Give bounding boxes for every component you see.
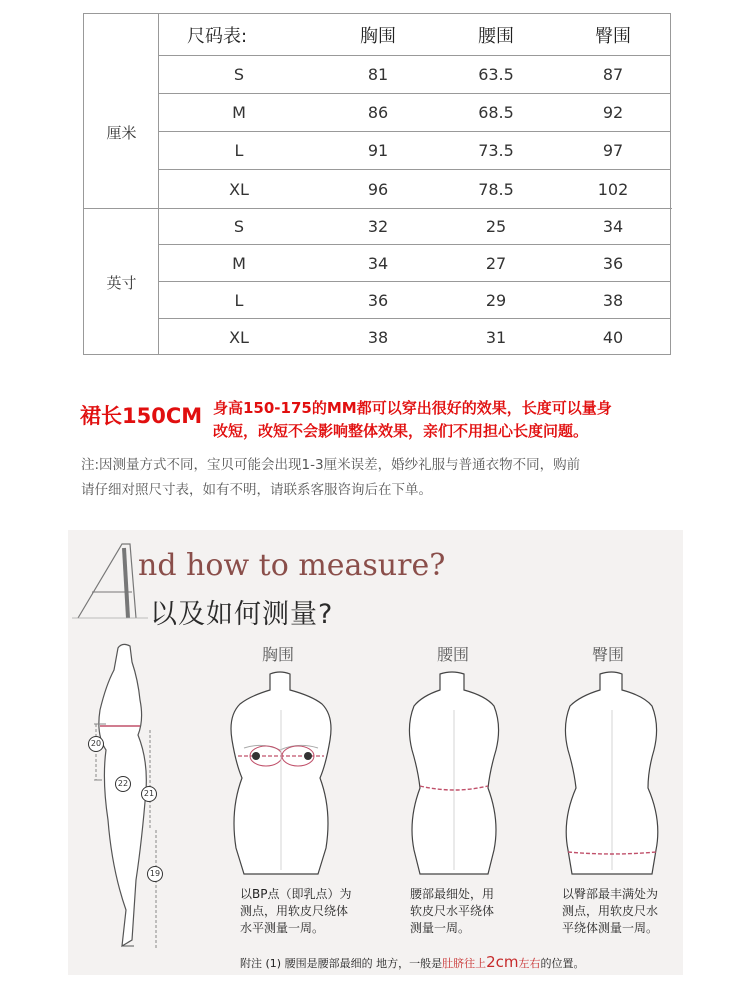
marker-22: 22 xyxy=(115,776,131,792)
size-cell: L xyxy=(234,141,244,160)
footnote-highlight: 左右 xyxy=(518,957,541,970)
table-header-row xyxy=(159,14,671,56)
hip-cell: 92 xyxy=(602,103,624,122)
caption-line: 测点，用软皮尺水 xyxy=(562,904,659,918)
mannequin-hip-illustration xyxy=(556,670,668,880)
size-table xyxy=(83,13,671,355)
table-row xyxy=(159,208,671,245)
table-row xyxy=(159,170,671,208)
label-bust: 胸围 xyxy=(262,645,295,664)
waist-cell: 31 xyxy=(485,328,507,347)
note-line: 请仔细对照尺寸表，如有不明，请联系客服咨询后在下单。 xyxy=(81,482,432,498)
waist-cell: 73.5 xyxy=(478,141,514,160)
measure-title-en: nd how to measure? xyxy=(138,548,446,583)
hip-cell: 34 xyxy=(602,216,624,236)
bust-cell: 96 xyxy=(367,179,389,199)
mannequin-waist-illustration xyxy=(400,670,508,880)
side-figure-illustration xyxy=(82,640,172,955)
waist-cell: 25 xyxy=(485,216,507,236)
waist-cell: 78.5 xyxy=(478,179,514,199)
bust-cell: 81 xyxy=(367,65,389,84)
note-line: 注:因测量方式不同，宝贝可能会出现1-3厘米误差，婚纱礼服与普通衣物不同，购前 xyxy=(81,457,581,473)
mannequin-bust-illustration xyxy=(222,670,340,880)
size-cell: M xyxy=(232,103,246,122)
length-desc-line: 改短，改短不会影响整体效果，亲们不用担心长度问题。 xyxy=(213,422,589,440)
table-row xyxy=(159,319,671,356)
caption-line: 以BP点（即乳点）为 xyxy=(240,887,352,901)
table-row xyxy=(159,282,671,319)
unit-label-inch: 英寸 xyxy=(106,273,137,292)
footnote-text: 腰围是腰部最细的 地方，一般是 xyxy=(284,957,443,970)
size-cell: S xyxy=(233,216,245,236)
label-hip: 臀围 xyxy=(592,645,625,664)
footnote-number: (1) xyxy=(265,957,282,970)
size-cell: S xyxy=(233,65,245,84)
size-cell: XL xyxy=(229,179,249,199)
waist-cell: 27 xyxy=(485,253,507,273)
table-row xyxy=(159,56,671,94)
measurement-note xyxy=(81,453,681,503)
caption-line: 水平测量一周。 xyxy=(240,921,325,935)
marker-20: 20 xyxy=(88,736,104,752)
dress-length-label: 裙长150CM xyxy=(80,404,203,428)
bust-cell: 86 xyxy=(367,103,389,122)
dress-length-description xyxy=(213,397,693,443)
footnote-highlight-size: 2cm xyxy=(486,953,519,971)
waist-cell: 29 xyxy=(485,290,507,310)
hip-cell: 36 xyxy=(602,253,624,273)
header-bust: 胸围 xyxy=(360,25,396,47)
caption-line: 软皮尺水平绕体 xyxy=(410,904,495,918)
caption-bust xyxy=(240,886,351,937)
table-row xyxy=(159,94,671,132)
header-size-chart: 尺码表: xyxy=(187,25,248,47)
waist-cell: 68.5 xyxy=(478,103,514,122)
table-row xyxy=(159,132,671,170)
header-waist: 腰围 xyxy=(478,25,514,47)
caption-line: 以臀部最丰满处为 xyxy=(562,887,659,901)
footnote-highlight: 肚脐往上 xyxy=(442,957,487,970)
size-cell: M xyxy=(232,253,246,273)
length-desc-line: 身高150-175的MM都可以穿出很好的效果，长度可以量身 xyxy=(213,399,612,417)
caption-line: 测量一周。 xyxy=(410,921,471,935)
hip-cell: 87 xyxy=(602,65,624,84)
footnote-text: 的位置。 xyxy=(540,957,585,970)
marker-21: 21 xyxy=(141,786,157,802)
caption-line: 腰部最细处，用 xyxy=(410,887,495,901)
hip-cell: 102 xyxy=(597,179,629,199)
size-cell: L xyxy=(234,290,244,310)
size-cell: XL xyxy=(229,328,249,347)
caption-hip xyxy=(562,886,658,937)
bust-cell: 38 xyxy=(367,328,389,347)
caption-line: 测点，用软皮尺绕体 xyxy=(240,904,349,918)
unit-label-cm: 厘米 xyxy=(106,123,137,142)
label-waist: 腰围 xyxy=(437,645,470,664)
hip-cell: 40 xyxy=(602,328,624,347)
waist-footnote xyxy=(240,953,585,971)
bust-cell: 32 xyxy=(367,216,389,236)
measure-title-cn: 以及如何测量? xyxy=(150,599,334,630)
footnote-prefix: 附注 xyxy=(240,957,262,970)
hip-cell: 38 xyxy=(602,290,624,310)
table-row xyxy=(159,245,671,282)
hip-cell: 97 xyxy=(602,141,624,160)
marker-19: 19 xyxy=(147,866,163,882)
bust-cell: 91 xyxy=(367,141,389,160)
bust-cell: 34 xyxy=(367,253,389,273)
caption-waist xyxy=(410,886,494,937)
waist-cell: 63.5 xyxy=(478,65,514,84)
header-hip: 臀围 xyxy=(595,25,631,47)
bust-cell: 36 xyxy=(367,290,389,310)
caption-line: 平绕体测量一周。 xyxy=(562,921,659,935)
